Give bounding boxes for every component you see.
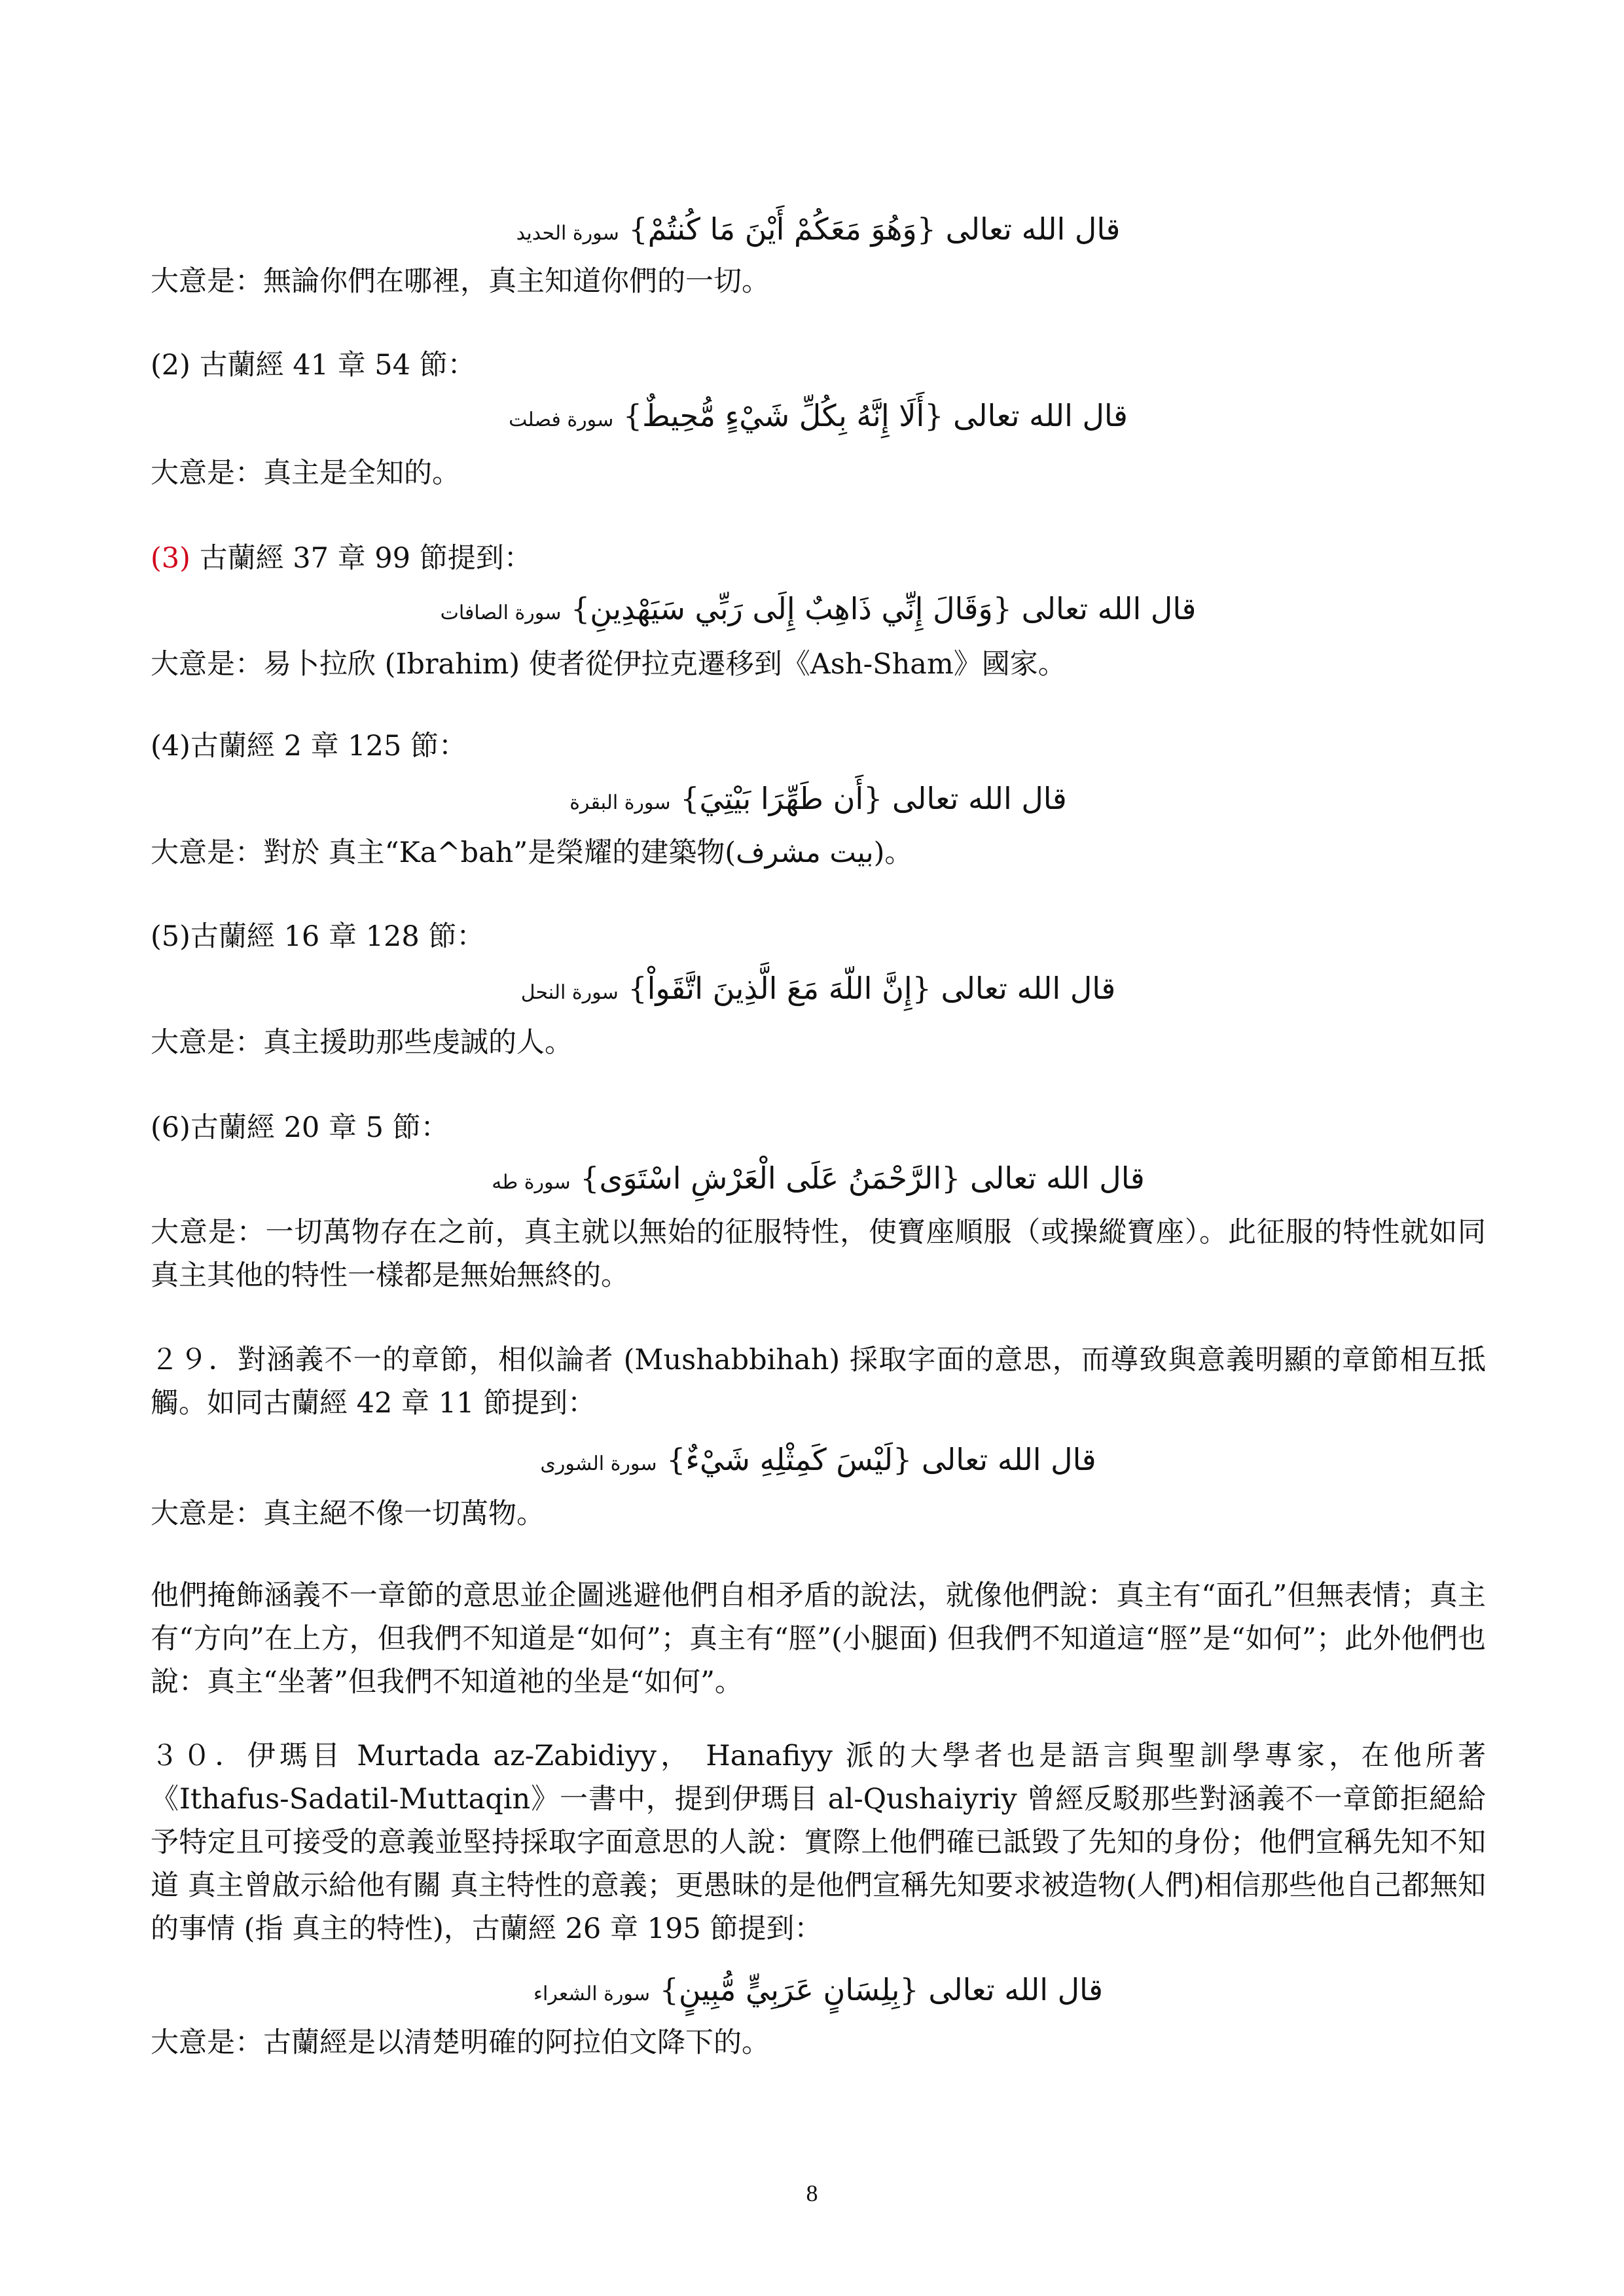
reference-2: (2) 古蘭經 41 章 54 節：: [151, 349, 476, 382]
meaning-2: 大意是：真主是全知的。: [151, 457, 460, 490]
meaning-1: 大意是：無論你們在哪裡，真主知道你們的一切。: [151, 265, 770, 298]
meaning-5: 大意是：真主援助那些虔誠的人。: [151, 1026, 573, 1059]
paragraph-concealment: 他們掩飾涵義不一章節的意思並企圖逃避他們自相矛盾的說法，就像他們說：真主有“面孔”但無表情；真主有“方向”在上方，但我們不知道是“如何”；真主有“脛”(小腿面) 但我們不知道這“脛”是“如何”；此外他們也說：真主“坐著”但我們不知道祂的坐是“如何”。: [151, 1579, 1486, 1698]
meaning-6: 大意是：一切萬物存在之前，真主就以無始的征服特性，使寶座順服（或操縱寶座）。此征服的特性就如同 真主其他的特性一樣都是無始無終的。: [151, 1216, 1486, 1292]
arabic-verse-2: قال الله تعالى {أَلَا إِنَّهُ بِكُلِّ شَيْءٍ مُّحِيطٌ} سورة فصلت: [509, 398, 1128, 433]
paragraph-30: ３０．伊瑪目 Murtada az-Zabidiyy， Hanafiyy 派的大學者也是語言與聖訓學專家，在他所著《Ithafus-Sadatil-Muttaqin》一書中，提到伊瑪目 al-Qushaiyriy 曾經反駁那些對涵義不一章節拒絕給予特定且可接受的意義並堅持採取字面意思的人說：實際上他們確已詆毀了先知的身份；他們宣稱先知不知道 真主曾啟示給他有關 真主特性的意義；更愚昧的是他們宣稱先知要求被造物(人們)相信那些他自己都無知的事情 (指 真主的特性)，古蘭經 26 章 195 節提到：: [151, 1740, 1486, 1945]
paragraph-29: ２９．對涵義不一的章節，相似論者 (Mushabbihah) 採取字面的意思，而導致與意義明顯的章節相互抵觸。如同古蘭經 42 章 11 節提到：: [151, 1344, 1486, 1420]
arabic-verse-8: قال الله تعالى {بِلِسَانٍ عَرَبِيٍّ مُّبِينٍ} سورة الشعراء: [533, 1972, 1104, 2007]
meaning-8: 大意是：古蘭經是以清楚明確的阿拉伯文降下的。: [151, 2026, 770, 2059]
page-number: 8: [806, 2180, 818, 2206]
arabic-verse-4: قال الله تعالى {أَن طَهِّرَا بَيْتِيَ} سورة البقرة: [569, 781, 1067, 816]
reference-6: (6)古蘭經 20 章 5 節：: [151, 1111, 449, 1144]
reference-4: (4)古蘭經 2 章 125 節：: [151, 730, 467, 762]
arabic-verse-5: قال الله تعالى {إِنَّ اللّهَ مَعَ الَّذِينَ اتَّقَواْ} سورة النحل: [520, 971, 1116, 1006]
meaning-3: 大意是：易卜拉欣 (Ibrahim) 使者從伊拉克遷移到《Ash-Sham》國家。: [151, 648, 1066, 681]
meaning-7: 大意是：真主絕不像一切萬物。: [151, 1498, 545, 1530]
arabic-verse-3: قال الله تعالى {وَقَالَ إِنِّي ذَاهِبٌ إِلَى رَبِّي سَيَهْدِينِ} سورة الصافات: [440, 591, 1197, 626]
arabic-verse-6: قال الله تعالى {الرَّحْمَنُ عَلَى الْعَرْشِ اسْتَوَى} سورة طه: [492, 1160, 1145, 1196]
reference-3: (3) 古蘭經 37 章 99 節提到：: [151, 542, 532, 575]
reference-5: (5)古蘭經 16 章 128 節：: [151, 920, 485, 953]
arabic-verse-7: قال الله تعالى {لَيْسَ كَمِثْلِهِ شَيْءٌ} سورة الشورى: [540, 1442, 1096, 1477]
meaning-4: 大意是：對於 真主“Ka^bah”是榮耀的建築物(بيت مشرف)。: [151, 836, 913, 869]
reference-3-number: (3): [151, 542, 190, 575]
arabic-verse-1: قال الله تعالى {وَهُوَ مَعَكُمْ أَيْنَ مَا كُنتُمْ} سورة الحديد: [516, 211, 1121, 247]
